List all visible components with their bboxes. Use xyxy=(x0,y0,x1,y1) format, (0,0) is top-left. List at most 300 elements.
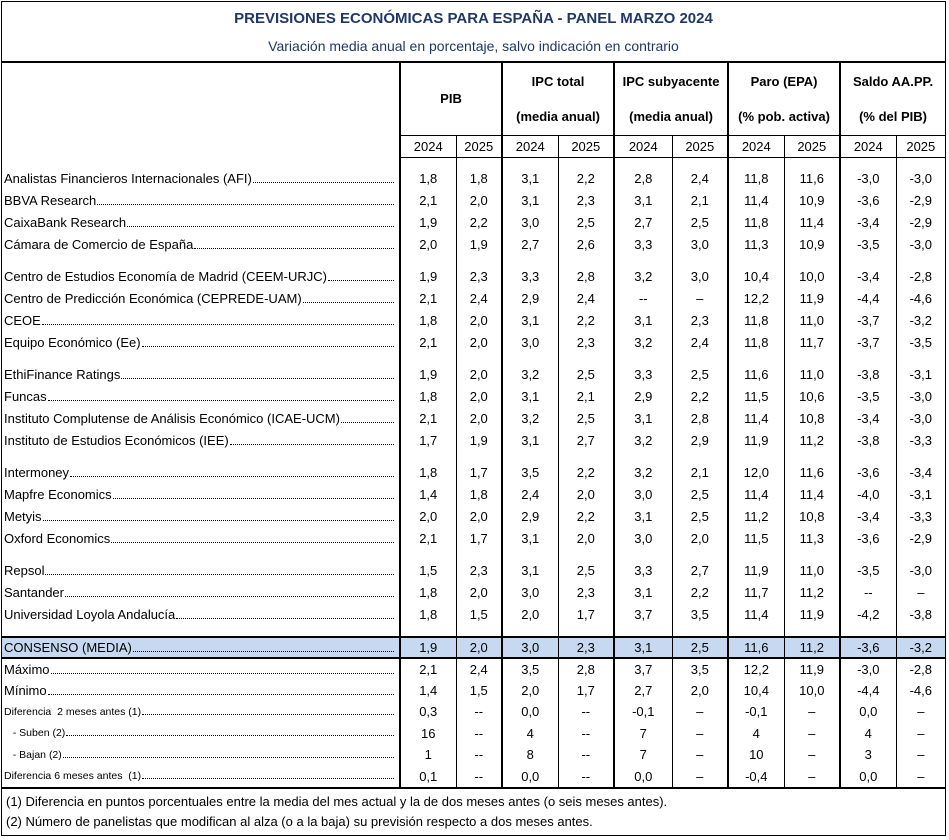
value-cell: -3,4 xyxy=(840,505,896,527)
value-cell: -- xyxy=(614,287,672,309)
value-cell: 1,8 xyxy=(456,483,502,505)
spacer-cell xyxy=(784,625,840,637)
value-cell: -- xyxy=(840,581,896,603)
row-label-cell xyxy=(2,483,400,505)
row-label: Intermoney xyxy=(4,464,70,480)
dot-leader xyxy=(328,279,394,281)
spacer-cell xyxy=(672,255,728,265)
dot-leader xyxy=(51,672,394,674)
value-cell: -3,0 xyxy=(840,658,896,680)
spacer-cell xyxy=(456,157,502,167)
value-cell: 0,3 xyxy=(400,701,456,723)
value-cell: 3 xyxy=(840,744,896,766)
value-cell: 10,4 xyxy=(728,680,784,702)
value-cell: 3,0 xyxy=(614,527,672,549)
stats-row xyxy=(2,744,945,766)
value-cell: 11,0 xyxy=(784,559,840,581)
value-cell: 3,5 xyxy=(672,658,728,680)
value-cell: -4,4 xyxy=(840,287,896,309)
dot-leader xyxy=(230,443,394,445)
value-cell: 2,0 xyxy=(456,363,502,385)
value-cell: -3,5 xyxy=(840,559,896,581)
value-cell: 3,3 xyxy=(614,233,672,255)
value-cell: 11,5 xyxy=(728,527,784,549)
row-label: Mapfre Economics xyxy=(4,486,112,502)
value-cell: 1,9 xyxy=(456,233,502,255)
value-cell: 1,8 xyxy=(400,167,456,189)
spacer-cell xyxy=(2,549,400,559)
row-label: - Bajan (2) xyxy=(4,748,62,761)
value-cell: 2,4 xyxy=(456,287,502,309)
value-cell: 2,7 xyxy=(614,211,672,233)
value-cell: 10,9 xyxy=(784,233,840,255)
forecaster-row xyxy=(2,527,945,549)
value-cell: 11,6 xyxy=(784,167,840,189)
value-cell: -3,8 xyxy=(840,363,896,385)
value-cell: 2,0 xyxy=(502,603,558,625)
row-label-cell xyxy=(2,211,400,233)
value-cell: 11,4 xyxy=(728,483,784,505)
value-cell: 1,8 xyxy=(400,603,456,625)
value-cell: 2,0 xyxy=(456,407,502,429)
spacer-cell xyxy=(784,451,840,461)
value-cell: 2,8 xyxy=(672,407,728,429)
value-cell: 3,2 xyxy=(614,429,672,451)
value-cell: 3,7 xyxy=(614,658,672,680)
spacer-cell xyxy=(502,255,558,265)
value-cell: – xyxy=(784,723,840,745)
value-cell: 3,0 xyxy=(672,233,728,255)
spacer-cell xyxy=(502,451,558,461)
spacer-cell xyxy=(728,625,784,637)
value-cell: 1,5 xyxy=(456,680,502,702)
value-cell: -3,7 xyxy=(840,331,896,353)
forecaster-row xyxy=(2,189,945,211)
value-cell: -0,4 xyxy=(728,766,784,788)
dot-leader xyxy=(127,225,394,227)
row-label-cell xyxy=(2,429,400,451)
value-cell: 2,4 xyxy=(672,331,728,353)
value-cell: -3,3 xyxy=(896,505,945,527)
value-cell: 2,3 xyxy=(558,637,614,658)
value-cell: -- xyxy=(558,701,614,723)
value-cell: -3,6 xyxy=(840,527,896,549)
spacer-cell xyxy=(840,353,896,363)
value-cell: 2,0 xyxy=(456,189,502,211)
dot-leader xyxy=(42,323,394,325)
value-cell: 1,8 xyxy=(400,581,456,603)
forecaster-row xyxy=(2,581,945,603)
value-cell: -3,0 xyxy=(840,167,896,189)
value-cell: 2,0 xyxy=(456,385,502,407)
dot-leader xyxy=(341,421,394,423)
value-cell: 2,3 xyxy=(456,559,502,581)
row-label-cell xyxy=(2,287,400,309)
dot-leader xyxy=(70,475,394,477)
dot-leader xyxy=(63,756,394,758)
row-label: Equipo Económico (Ee) xyxy=(4,334,141,350)
value-cell: 2,9 xyxy=(614,385,672,407)
value-cell: 7 xyxy=(614,723,672,745)
value-cell: -3,7 xyxy=(840,309,896,331)
value-cell: -0,1 xyxy=(728,701,784,723)
row-label: - Suben (2) xyxy=(4,727,66,740)
header-blank xyxy=(2,63,400,99)
value-cell: – xyxy=(784,744,840,766)
value-cell: 3,1 xyxy=(502,385,558,407)
spacer-cell xyxy=(728,549,784,559)
value-cell: 2,3 xyxy=(558,331,614,353)
value-cell: 2,0 xyxy=(456,331,502,353)
value-cell: 2,5 xyxy=(558,407,614,429)
dot-leader xyxy=(48,693,394,695)
value-cell: 1,7 xyxy=(558,603,614,625)
dot-leader xyxy=(113,497,394,499)
value-cell: – xyxy=(672,723,728,745)
value-cell: -4,0 xyxy=(840,483,896,505)
forecaster-row xyxy=(2,559,945,581)
value-cell: 11,9 xyxy=(784,603,840,625)
dot-leader xyxy=(66,734,394,736)
value-cell: -2,8 xyxy=(896,658,945,680)
value-cell: 2,2 xyxy=(558,505,614,527)
spacer-cell xyxy=(672,451,728,461)
row-label-cell xyxy=(2,559,400,581)
header-ipc-total: IPC total xyxy=(502,63,614,99)
spacer-cell xyxy=(840,255,896,265)
value-cell: 8 xyxy=(502,744,558,766)
spacer-cell xyxy=(672,157,728,167)
value-cell: 11,9 xyxy=(784,287,840,309)
value-cell: 3,1 xyxy=(614,637,672,658)
value-cell: 11,7 xyxy=(784,331,840,353)
value-cell: 2,1 xyxy=(558,385,614,407)
value-cell: 1,9 xyxy=(400,363,456,385)
value-cell: 7 xyxy=(614,744,672,766)
year-header: 2024 xyxy=(728,135,784,157)
value-cell: 1,8 xyxy=(400,385,456,407)
value-cell: 3,1 xyxy=(502,559,558,581)
value-cell: 11,4 xyxy=(784,211,840,233)
value-cell: 11,9 xyxy=(728,559,784,581)
value-cell: 11,2 xyxy=(784,581,840,603)
dot-leader xyxy=(121,377,394,379)
header-paro: Paro (EPA) xyxy=(728,63,840,99)
forecaster-row xyxy=(2,167,945,189)
forecaster-row xyxy=(2,385,945,407)
row-label-cell xyxy=(2,331,400,353)
spacer-cell xyxy=(2,157,400,167)
value-cell: 1,5 xyxy=(456,603,502,625)
footnote-2: (2) Número de panelistas que modifican al alza (o a la baja) su previsión respecto a dos meses antes. xyxy=(6,814,593,829)
spacer-cell xyxy=(672,625,728,637)
spacer-cell xyxy=(558,451,614,461)
row-label: Universidad Loyola Andalucía xyxy=(4,606,176,622)
value-cell: 2,7 xyxy=(502,233,558,255)
row-label: Máximo xyxy=(4,661,50,677)
forecaster-row xyxy=(2,233,945,255)
dot-leader xyxy=(142,713,394,715)
spacer-cell xyxy=(400,625,456,637)
row-label: Instituto Complutense de Análisis Económico (ICAE-UCM) xyxy=(4,410,340,426)
value-cell: 3,0 xyxy=(672,265,728,287)
value-cell: – xyxy=(784,766,840,788)
spacer-cell xyxy=(558,549,614,559)
group-spacer xyxy=(2,549,945,559)
value-cell: 2,7 xyxy=(672,559,728,581)
spacer-cell xyxy=(728,353,784,363)
value-cell: -3,0 xyxy=(896,559,945,581)
value-cell: 1,4 xyxy=(400,483,456,505)
header-pib: PIB xyxy=(400,63,502,135)
value-cell: -3,4 xyxy=(840,407,896,429)
value-cell: 2,9 xyxy=(502,505,558,527)
value-cell: 11,4 xyxy=(728,407,784,429)
value-cell: 2,5 xyxy=(672,363,728,385)
value-cell: 10,8 xyxy=(784,407,840,429)
value-cell: 11,9 xyxy=(728,429,784,451)
value-cell: 3,5 xyxy=(502,461,558,483)
dot-leader xyxy=(142,345,394,347)
spacer-cell xyxy=(2,625,400,637)
value-cell: 3,0 xyxy=(614,483,672,505)
row-label-cell xyxy=(2,744,400,766)
spacer-cell xyxy=(400,549,456,559)
value-cell: 2,5 xyxy=(558,211,614,233)
value-cell: 2,2 xyxy=(558,309,614,331)
value-cell: 2,1 xyxy=(672,461,728,483)
value-cell: 3,3 xyxy=(614,363,672,385)
value-cell: 3,1 xyxy=(502,167,558,189)
dot-leader xyxy=(97,203,394,205)
spacer-cell xyxy=(784,255,840,265)
spacer-cell xyxy=(456,255,502,265)
spacer-cell xyxy=(456,451,502,461)
spacer-cell xyxy=(840,451,896,461)
row-label-cell xyxy=(2,265,400,287)
row-label-cell xyxy=(2,461,400,483)
value-cell: 1,8 xyxy=(400,461,456,483)
dot-leader xyxy=(65,595,394,597)
value-cell: 1,7 xyxy=(558,680,614,702)
value-cell: 3,1 xyxy=(502,527,558,549)
value-cell: 1,7 xyxy=(400,429,456,451)
spacer-cell xyxy=(400,451,456,461)
row-label-cell xyxy=(2,363,400,385)
header-ipc-total-sub: (media anual) xyxy=(502,99,614,135)
forecast-rows xyxy=(2,157,945,787)
value-cell: 0,0 xyxy=(502,766,558,788)
value-cell: -3,1 xyxy=(896,483,945,505)
value-cell: 11,0 xyxy=(784,363,840,385)
value-cell: 2,1 xyxy=(400,527,456,549)
spacer-cell xyxy=(400,353,456,363)
value-cell: 2,0 xyxy=(456,505,502,527)
value-cell: 2,1 xyxy=(400,189,456,211)
value-cell: -3,0 xyxy=(896,233,945,255)
consensus-row xyxy=(2,637,945,658)
value-cell: – xyxy=(672,766,728,788)
row-label-cell xyxy=(2,385,400,407)
spacer-cell xyxy=(614,549,672,559)
spacer-cell xyxy=(502,549,558,559)
value-cell: 2,4 xyxy=(558,287,614,309)
value-cell: 11,8 xyxy=(728,167,784,189)
value-cell: 2,0 xyxy=(400,505,456,527)
dot-leader xyxy=(45,573,394,575)
forecaster-row xyxy=(2,461,945,483)
spacer-cell xyxy=(558,255,614,265)
value-cell: 11,0 xyxy=(784,309,840,331)
value-cell: -3,4 xyxy=(896,461,945,483)
value-cell: 11,4 xyxy=(728,189,784,211)
spacer-cell xyxy=(840,549,896,559)
spacer-cell xyxy=(728,255,784,265)
value-cell: -- xyxy=(558,744,614,766)
year-row-blank xyxy=(2,135,400,157)
value-cell: 3,1 xyxy=(502,189,558,211)
value-cell: 11,3 xyxy=(728,233,784,255)
value-cell: 16 xyxy=(400,723,456,745)
value-cell: -3,0 xyxy=(896,385,945,407)
value-cell: -- xyxy=(558,723,614,745)
value-cell: 0,0 xyxy=(502,701,558,723)
value-cell: -4,4 xyxy=(840,680,896,702)
header-ipc-subyacente-sub: (media anual) xyxy=(614,99,728,135)
row-label: Mínimo xyxy=(4,682,47,698)
spacer-cell xyxy=(784,157,840,167)
row-label: BBVA Research xyxy=(4,192,97,208)
value-cell: 1,9 xyxy=(456,429,502,451)
value-cell: 2,0 xyxy=(456,581,502,603)
value-cell: 3,2 xyxy=(614,331,672,353)
spacer-cell xyxy=(558,157,614,167)
spacer-cell xyxy=(558,625,614,637)
value-cell: 12,2 xyxy=(728,287,784,309)
row-label: CEOE xyxy=(4,312,41,328)
row-label-cell xyxy=(2,189,400,211)
value-cell: 11,9 xyxy=(784,658,840,680)
value-cell: -3,6 xyxy=(840,637,896,658)
spacer-cell xyxy=(456,353,502,363)
value-cell: -3,4 xyxy=(840,211,896,233)
dot-leader xyxy=(48,399,394,401)
forecast-table xyxy=(2,63,945,787)
year-header: 2025 xyxy=(558,135,614,157)
value-cell: 2,7 xyxy=(614,680,672,702)
value-cell: -3,2 xyxy=(896,637,945,658)
header-saldo-sub: (% del PIB) xyxy=(840,99,945,135)
value-cell: – xyxy=(672,287,728,309)
value-cell: 11,2 xyxy=(728,505,784,527)
spacer-cell xyxy=(558,353,614,363)
dot-leader xyxy=(142,777,394,779)
row-label: Santander xyxy=(4,584,64,600)
value-cell: 1,9 xyxy=(400,637,456,658)
value-cell: -4,6 xyxy=(896,287,945,309)
value-cell: 3,2 xyxy=(502,407,558,429)
value-cell: -2,9 xyxy=(896,211,945,233)
value-cell: 11,3 xyxy=(784,527,840,549)
value-cell: -- xyxy=(558,766,614,788)
year-header: 2025 xyxy=(784,135,840,157)
value-cell: 2,5 xyxy=(672,505,728,527)
dot-leader xyxy=(194,247,394,249)
spacer-cell xyxy=(614,157,672,167)
row-label-cell xyxy=(2,766,400,788)
row-label: CONSENSO (MEDIA) xyxy=(4,640,132,655)
value-cell: 2,9 xyxy=(672,429,728,451)
header-ipc-subyacente: IPC subyacente xyxy=(614,63,728,99)
value-cell: 3,5 xyxy=(672,603,728,625)
value-cell: 3,2 xyxy=(614,461,672,483)
value-cell: 1,9 xyxy=(400,211,456,233)
value-cell: 2,3 xyxy=(456,265,502,287)
year-header: 2024 xyxy=(614,135,672,157)
spacer-cell xyxy=(728,451,784,461)
value-cell: – xyxy=(896,581,945,603)
value-cell: 2,2 xyxy=(558,461,614,483)
year-header: 2025 xyxy=(896,135,945,157)
row-label: Cámara de Comercio de España xyxy=(4,236,194,252)
forecast-panel xyxy=(1,1,946,836)
value-cell: 2,5 xyxy=(558,559,614,581)
value-cell: -3,2 xyxy=(896,309,945,331)
value-cell: -- xyxy=(456,766,502,788)
value-cell: -3,1 xyxy=(896,363,945,385)
group-spacer xyxy=(2,353,945,363)
stats-row xyxy=(2,723,945,745)
value-cell: 12,0 xyxy=(728,461,784,483)
value-cell: 11,2 xyxy=(784,637,840,658)
value-cell: 2,4 xyxy=(672,167,728,189)
row-label: Diferencia 6 meses antes (1) xyxy=(4,770,142,783)
value-cell: 3,0 xyxy=(502,581,558,603)
value-cell: 10 xyxy=(728,744,784,766)
value-cell: 11,2 xyxy=(784,429,840,451)
value-cell: 2,0 xyxy=(672,527,728,549)
value-cell: 3,1 xyxy=(614,505,672,527)
forecaster-row xyxy=(2,331,945,353)
value-cell: 2,0 xyxy=(558,483,614,505)
value-cell: 3,5 xyxy=(502,658,558,680)
row-label-cell xyxy=(2,407,400,429)
spacer-cell xyxy=(614,451,672,461)
value-cell: 2,5 xyxy=(558,363,614,385)
spacer-cell xyxy=(502,625,558,637)
value-cell: 3,1 xyxy=(502,309,558,331)
dot-leader xyxy=(303,301,394,303)
group-spacer xyxy=(2,451,945,461)
row-label: Oxford Economics xyxy=(4,530,111,546)
stats-row xyxy=(2,701,945,723)
forecaster-row xyxy=(2,211,945,233)
value-cell: 1,7 xyxy=(456,527,502,549)
row-label-cell xyxy=(2,637,400,658)
spacer-cell xyxy=(840,157,896,167)
spacer-cell xyxy=(784,549,840,559)
value-cell: -3,5 xyxy=(840,233,896,255)
year-header: 2024 xyxy=(400,135,456,157)
value-cell: 4 xyxy=(502,723,558,745)
value-cell: 1,5 xyxy=(400,559,456,581)
spacer-cell xyxy=(672,549,728,559)
value-cell: 2,7 xyxy=(558,429,614,451)
stats-row xyxy=(2,766,945,788)
forecaster-row xyxy=(2,505,945,527)
row-label-cell xyxy=(2,309,400,331)
value-cell: 2,2 xyxy=(672,581,728,603)
